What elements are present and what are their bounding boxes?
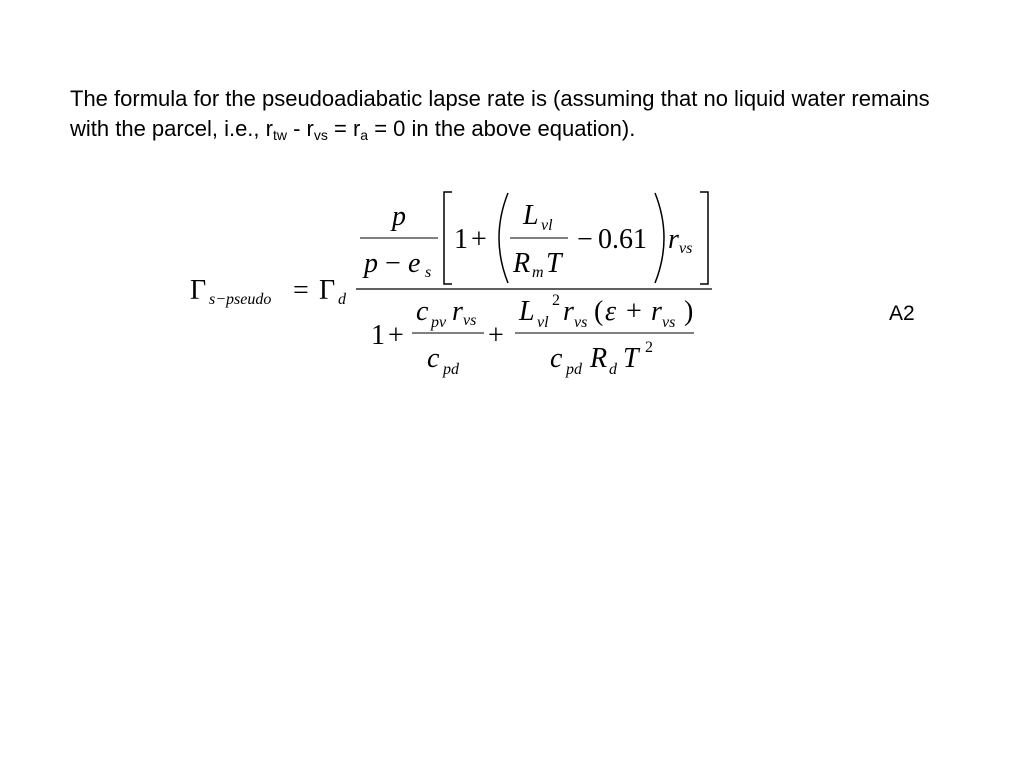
- den-R-subscript: m: [532, 264, 544, 281]
- r-bottom-2-subscript: vs: [662, 314, 676, 331]
- gamma-d-subscript: d: [338, 291, 346, 308]
- den-T: T: [546, 248, 562, 279]
- R-d-subscript: d: [609, 361, 617, 378]
- r-bottom-2: r: [651, 296, 662, 327]
- minus-sign: −: [385, 248, 401, 279]
- r-bottom-1: r: [563, 296, 574, 327]
- intro-text-3: = r: [327, 116, 361, 141]
- left-paren: [499, 193, 508, 283]
- subscript-a: a: [360, 127, 369, 143]
- plus-inner: +: [626, 296, 642, 327]
- den-R: R: [513, 248, 531, 279]
- left-square-bracket: [444, 192, 452, 284]
- intro-text-4: = 0 in the above equation).: [368, 116, 636, 141]
- plus-top: +: [471, 224, 487, 255]
- c-pd-den: c: [427, 343, 440, 374]
- R-d: R: [590, 343, 608, 374]
- num-p: p: [392, 201, 406, 232]
- num-L-subscript: vl: [541, 217, 553, 234]
- const-061: 0.61: [598, 224, 647, 255]
- intro-text-1: The formula for the pseudoadiabatic lapse rate is (assuming that no liquid water remains with the parcel, i.e., r: [70, 86, 930, 141]
- c-pd-den-subscript: pd: [443, 361, 459, 378]
- subscript-tw: tw: [272, 127, 287, 143]
- minus-const: −: [577, 224, 593, 255]
- den-e: e: [408, 248, 421, 279]
- right-paren: [655, 193, 664, 283]
- r-pv-subscript: vs: [463, 312, 477, 329]
- paren-close: ): [684, 296, 694, 327]
- r-top: r: [668, 224, 679, 255]
- r-bottom-1-subscript: vs: [574, 314, 588, 331]
- c-pv-subscript: pv: [431, 314, 447, 331]
- one-bottom: 1: [371, 320, 385, 351]
- T-bottom: T: [623, 343, 639, 374]
- gamma-lhs: Γ: [190, 275, 207, 306]
- intro-paragraph: [70, 84, 970, 144]
- r-top-subscript: vs: [679, 240, 693, 257]
- epsilon: ε: [605, 296, 617, 327]
- L-bottom: L: [519, 296, 535, 327]
- plus-bottom-1: +: [388, 320, 404, 351]
- den-e-subscript: s: [425, 264, 432, 281]
- paren-open: (: [594, 296, 604, 327]
- L-squared: 2: [552, 292, 560, 309]
- equation-label: A2: [889, 302, 915, 325]
- gamma-lhs-subscript: s−pseudo: [209, 291, 272, 308]
- gamma-d: Γ: [319, 275, 336, 306]
- subscript-vs: vs: [313, 127, 328, 143]
- c-pd-bottom-subscript: pd: [566, 361, 582, 378]
- r-pv: r: [452, 296, 463, 327]
- num-L: L: [523, 200, 539, 231]
- intro-text-2: - r: [286, 116, 314, 141]
- c-pd-bottom: c: [550, 343, 563, 374]
- L-bottom-subscript: vl: [537, 314, 549, 331]
- one-top: 1: [454, 224, 468, 255]
- T-squared: 2: [645, 339, 653, 356]
- c-pv: c: [416, 296, 429, 327]
- equals-sign: =: [293, 275, 309, 306]
- right-square-bracket: [700, 192, 708, 284]
- den-p: p: [364, 248, 378, 279]
- plus-bottom-2: +: [488, 320, 504, 351]
